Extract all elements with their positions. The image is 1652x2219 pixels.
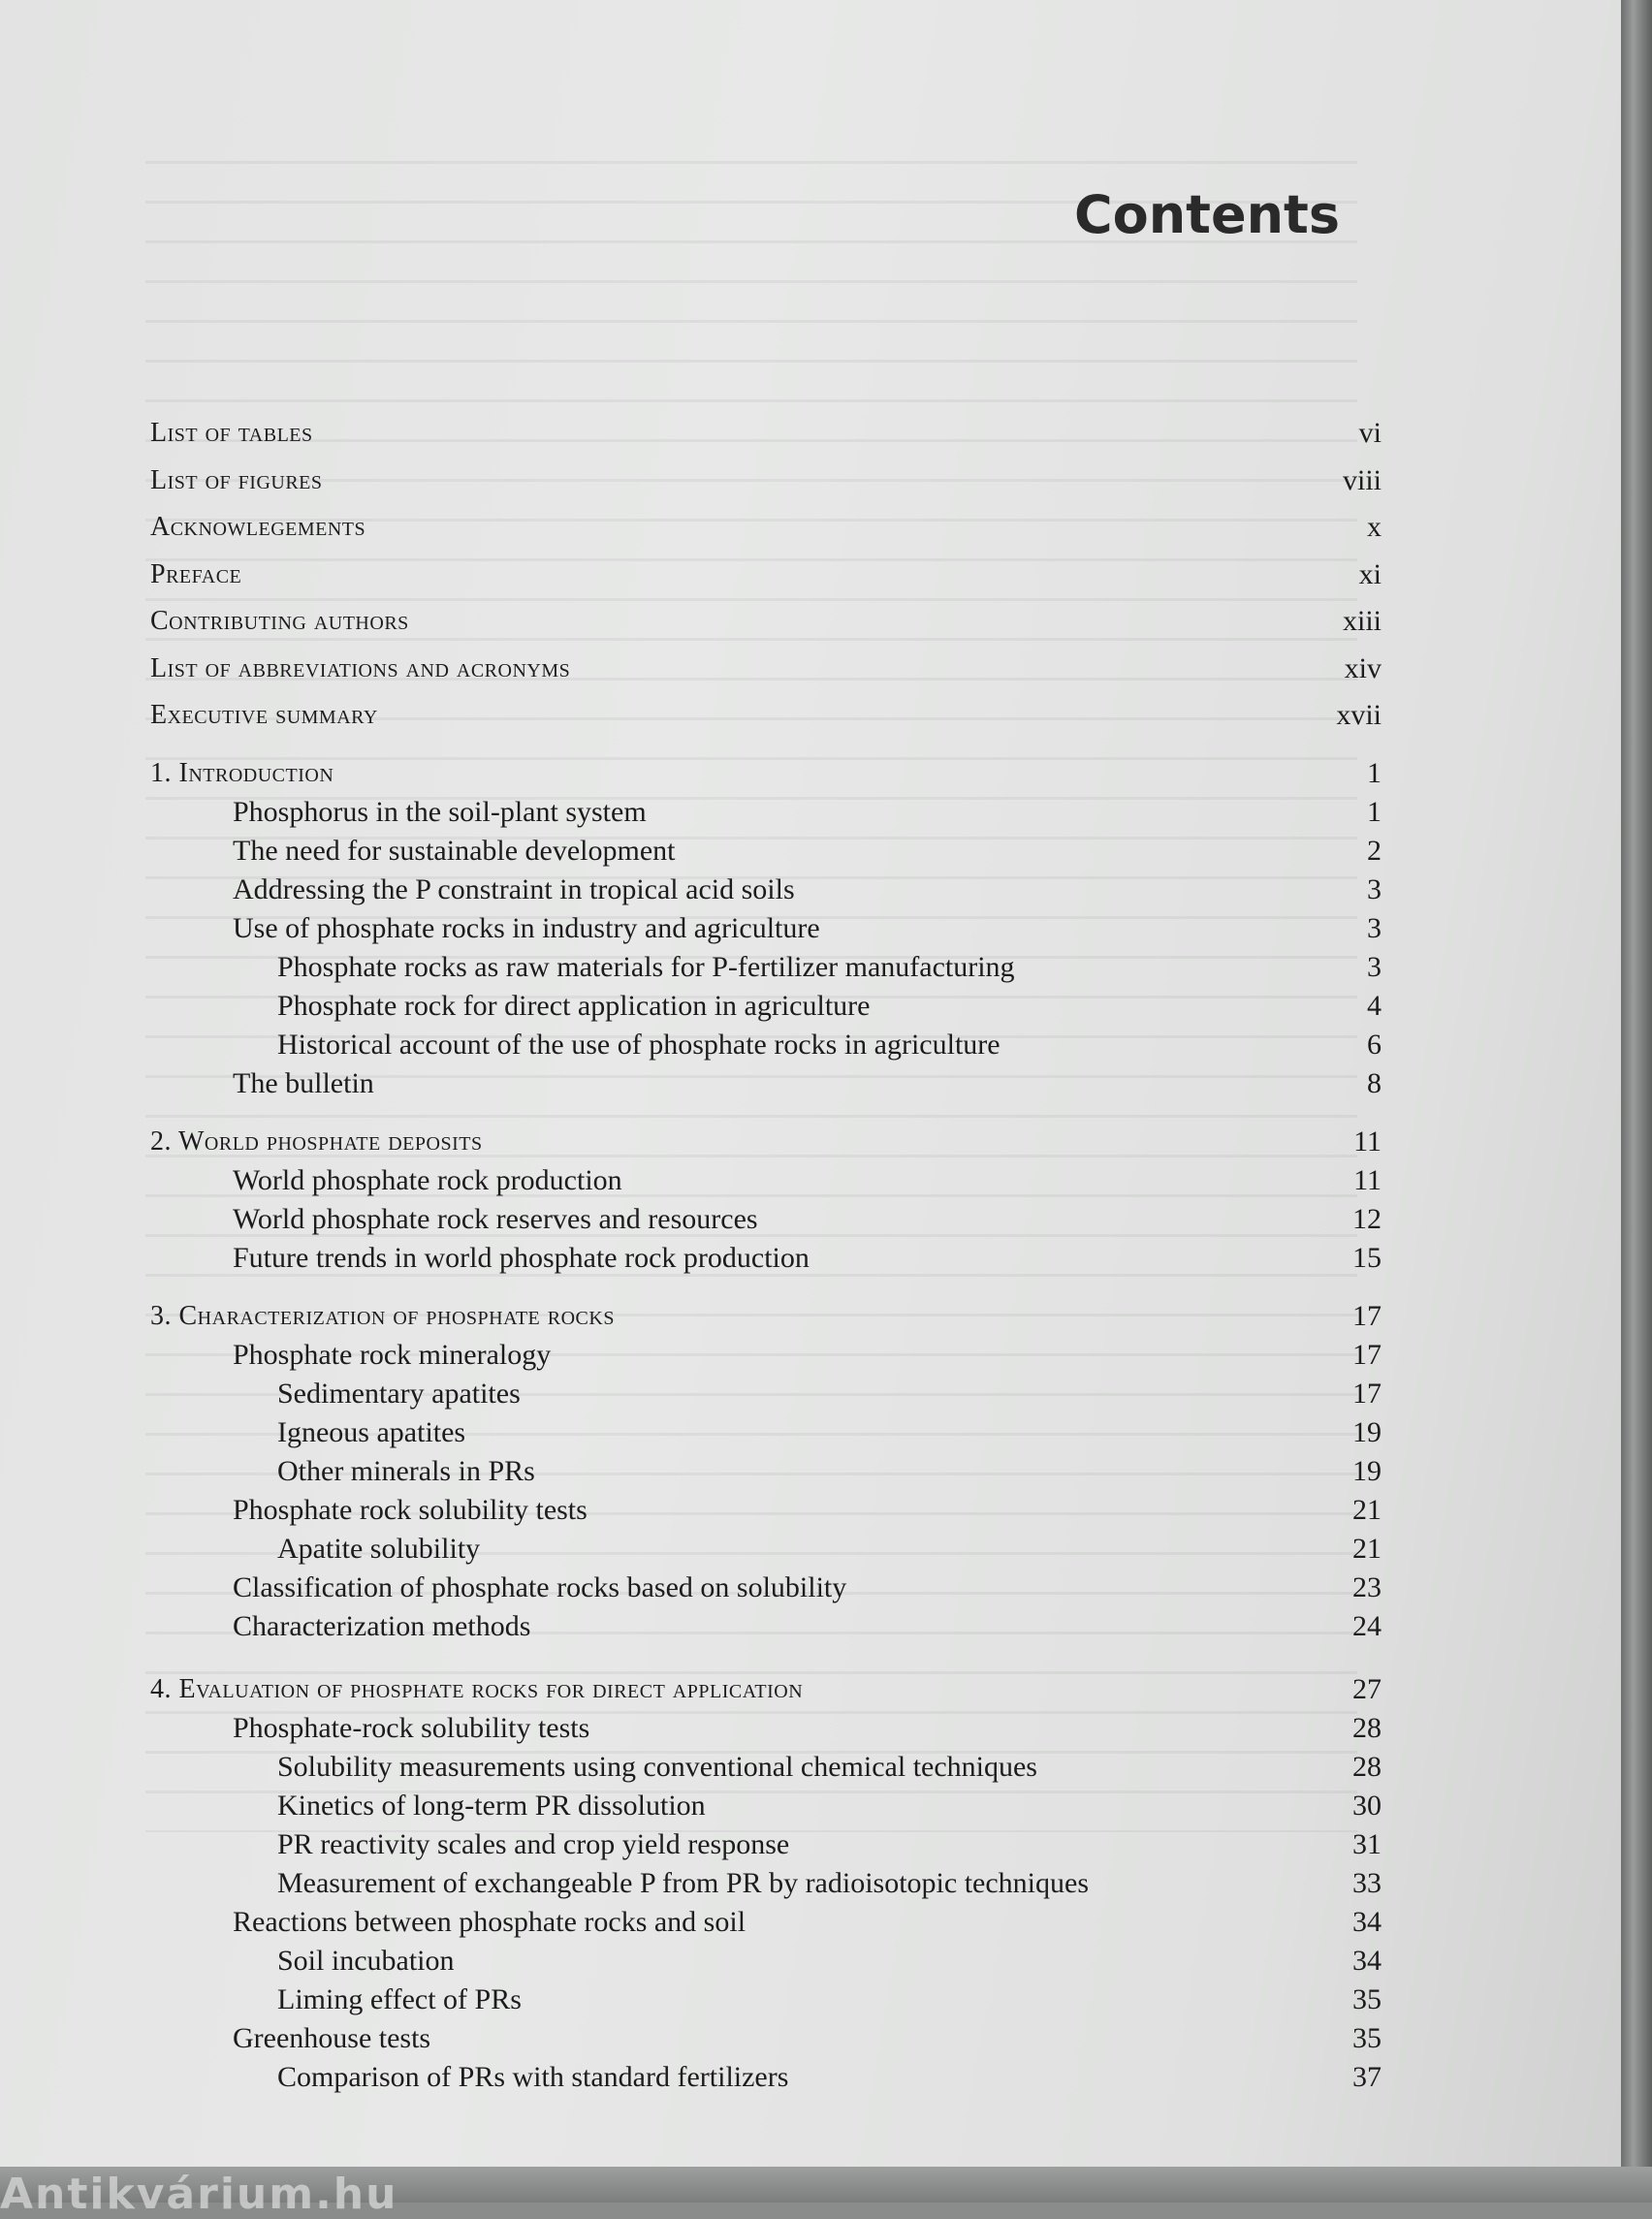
- toc-entry-page: 3: [1367, 873, 1382, 905]
- toc-entry-label: Future trends in world phosphate rock production: [233, 1242, 810, 1274]
- toc-entry-label: Phosphate rock mineralogy: [233, 1339, 552, 1371]
- toc-entry: [0, 555, 1382, 594]
- chapter-label: 2. World phosphate deposits: [150, 1126, 483, 1157]
- toc-entry-page: 8: [1367, 1067, 1382, 1099]
- watermark: Antikvárium.hu: [0, 2170, 398, 2219]
- toc-entry-label: Phosphate rock for direct application in agriculture: [277, 990, 871, 1022]
- toc-entry-page: 3: [1367, 951, 1382, 983]
- toc-entry: [0, 871, 1382, 909]
- toc-entry-label: Addressing the P constraint in tropical acid soils: [233, 873, 795, 905]
- toc-entry-page: 35: [1352, 1983, 1382, 2015]
- toc-entry-page: 17: [1352, 1378, 1382, 1410]
- toc-entry-label: Preface: [150, 559, 242, 589]
- toc-entry: [0, 1569, 1382, 1607]
- toc-entry: [0, 602, 1382, 641]
- toc-entry: [0, 414, 1382, 453]
- toc-entry-page: xiii: [1342, 605, 1382, 637]
- toc-entry-page: 21: [1352, 1494, 1382, 1526]
- toc-entry-label: Reactions between phosphate rocks and soil: [233, 1906, 747, 1938]
- toc-entry-label: World phosphate rock production: [233, 1164, 622, 1196]
- toc-entry: [0, 1709, 1382, 1748]
- toc-entry-label: Solubility measurements using conventional chemical techniques: [277, 1751, 1037, 1783]
- toc-entry-page: viii: [1342, 464, 1382, 496]
- toc-entry: [0, 1064, 1382, 1103]
- toc-entry-page: 24: [1352, 1610, 1382, 1642]
- toc-entry-label: Comparison of PRs with standard fertilizers: [277, 2061, 789, 2093]
- toc-entry-label: List of tables: [150, 418, 313, 448]
- toc-entry-page: 1: [1367, 796, 1382, 828]
- toc-entry-label: List of abbreviations and acronyms: [150, 653, 571, 683]
- toc-entry-page: 17: [1352, 1300, 1382, 1332]
- toc-entry: [0, 1161, 1382, 1200]
- toc-entry-page: 19: [1352, 1416, 1382, 1448]
- toc-entry-label: Phosphate-rock solubility tests: [233, 1712, 590, 1744]
- toc-entry-label: Contributing authors: [150, 606, 409, 636]
- toc-entry-label: Phosphorus in the soil-plant system: [233, 796, 647, 828]
- toc-entry-page: 28: [1352, 1712, 1382, 1744]
- chapter-heading: [0, 1670, 1382, 1709]
- toc-entry-label: Kinetics of long-term PR dissolution: [277, 1790, 706, 1822]
- page-title: Contents: [1073, 184, 1340, 245]
- chapter-heading: [0, 754, 1382, 793]
- toc-entry: [0, 1239, 1382, 1278]
- toc-entry-page: 28: [1352, 1751, 1382, 1783]
- toc-entry-page: 30: [1352, 1790, 1382, 1822]
- toc-entry: [0, 1787, 1382, 1825]
- toc-entry-page: 23: [1352, 1571, 1382, 1603]
- toc-entry-label: The need for sustainable development: [233, 835, 676, 867]
- toc-entry-page: 34: [1352, 1906, 1382, 1938]
- toc-entry-page: 35: [1352, 2022, 1382, 2054]
- toc-entry: [0, 1026, 1382, 1064]
- toc-entry-label: Sedimentary apatites: [277, 1378, 521, 1410]
- toc-entry: [0, 987, 1382, 1026]
- toc-entry-label: Other minerals in PRs: [277, 1455, 535, 1487]
- toc-entry-label: Soil incubation: [277, 1945, 455, 1977]
- toc-entry-page: 27: [1352, 1673, 1382, 1705]
- toc-entry-label: Phosphate rock solubility tests: [233, 1494, 588, 1526]
- toc-entry-page: 11: [1353, 1164, 1382, 1196]
- toc-entry-page: 33: [1352, 1867, 1382, 1899]
- toc-entry-page: 17: [1352, 1339, 1382, 1371]
- toc-entry: [0, 1942, 1382, 1981]
- toc-entry: [0, 1200, 1382, 1239]
- toc-entry-page: xi: [1358, 558, 1382, 590]
- toc-entry-page: 4: [1367, 990, 1382, 1022]
- toc-entry-page: vi: [1358, 417, 1382, 449]
- toc-entry-label: Historical account of the use of phosphate rocks in agriculture: [277, 1029, 1001, 1061]
- toc-entry: [0, 1748, 1382, 1787]
- toc-entry: [0, 696, 1382, 735]
- chapter-label: 3. Characterization of phosphate rocks: [150, 1301, 615, 1331]
- toc-entry-label: Greenhouse tests: [233, 2022, 431, 2054]
- toc-entry-page: 31: [1352, 1828, 1382, 1860]
- toc-entry: [0, 1864, 1382, 1903]
- toc-entry: [0, 508, 1382, 547]
- toc-entry: [0, 1336, 1382, 1375]
- toc-entry: [0, 1825, 1382, 1864]
- toc-entry-page: xiv: [1344, 652, 1382, 684]
- toc-entry-label: Measurement of exchangeable P from PR by radioisotopic techniques: [277, 1867, 1089, 1899]
- toc-entry-label: Acknowlegements: [150, 512, 366, 542]
- toc-entry: [0, 909, 1382, 948]
- toc-entry-page: 11: [1353, 1125, 1382, 1157]
- toc-entry-page: 37: [1352, 2061, 1382, 2093]
- toc-entry-label: Igneous apatites: [277, 1416, 466, 1448]
- toc-entry-label: Characterization methods: [233, 1610, 531, 1642]
- toc-entry: [0, 1491, 1382, 1530]
- toc-entry-label: Classification of phosphate rocks based on solubility: [233, 1571, 847, 1603]
- toc-entry: [0, 1530, 1382, 1569]
- toc-entry-page: 1: [1367, 757, 1382, 789]
- toc-entry-label: PR reactivity scales and crop yield response: [277, 1828, 790, 1860]
- toc-entry-page: 6: [1367, 1029, 1382, 1061]
- toc-entry: [0, 948, 1382, 987]
- toc-entry: [0, 1375, 1382, 1413]
- toc-entry-page: 2: [1367, 835, 1382, 867]
- toc-entry: [0, 793, 1382, 832]
- toc-entry-label: Use of phosphate rocks in industry and agriculture: [233, 912, 820, 944]
- chapter-heading: [0, 1123, 1382, 1161]
- toc-entry-page: 19: [1352, 1455, 1382, 1487]
- toc-entry-label: World phosphate rock reserves and resources: [233, 1203, 758, 1235]
- toc-entry-label: Apatite solubility: [277, 1533, 481, 1565]
- chapter-heading: [0, 1297, 1382, 1336]
- toc-entry: [0, 832, 1382, 871]
- toc-entry: [0, 1981, 1382, 2019]
- toc-entry: [0, 461, 1382, 500]
- toc-entry: [0, 1607, 1382, 1646]
- toc-entry: [0, 2019, 1382, 2058]
- toc-entry-page: 3: [1367, 912, 1382, 944]
- toc-entry-label: Liming effect of PRs: [277, 1983, 522, 2015]
- toc-entry: [0, 650, 1382, 688]
- toc-entry: [0, 2058, 1382, 2097]
- chapter-label: 4. Evaluation of phosphate rocks for direct application: [150, 1674, 804, 1704]
- chapter-label: 1. Introduction: [150, 758, 334, 788]
- toc-entry: [0, 1452, 1382, 1491]
- toc-entry-page: xvii: [1336, 699, 1382, 731]
- toc-entry-page: 15: [1352, 1242, 1382, 1274]
- book-spine: [1621, 0, 1652, 2203]
- toc-entry-label: Phosphate rocks as raw materials for P-fertilizer manufacturing: [277, 951, 1015, 983]
- toc-entry-label: Executive summary: [150, 700, 378, 730]
- toc-entry-label: List of figures: [150, 465, 323, 495]
- toc-entry-page: 34: [1352, 1945, 1382, 1977]
- toc-entry-page: 12: [1352, 1203, 1382, 1235]
- toc-entry-label: The bulletin: [233, 1067, 374, 1099]
- toc-entry-page: 21: [1352, 1533, 1382, 1565]
- toc-entry: [0, 1903, 1382, 1942]
- toc-entry-page: x: [1367, 511, 1382, 543]
- toc-entry: [0, 1413, 1382, 1452]
